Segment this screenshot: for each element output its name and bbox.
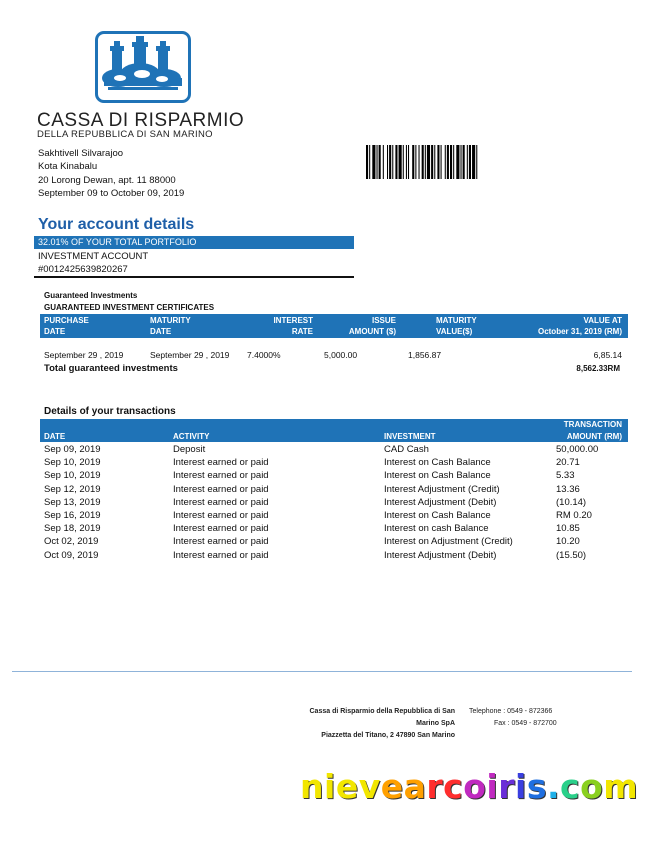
transaction-row	[44, 444, 624, 457]
tx-amount: RM 0.20	[556, 510, 592, 521]
col-purchase-2: DATE	[44, 327, 66, 336]
watermark	[300, 767, 638, 806]
tx-investment: Interest on Cash Balance	[384, 510, 491, 521]
col-value-1: VALUE AT	[583, 316, 622, 325]
watermark-letter: m	[603, 767, 639, 806]
tx-investment: Interest on Cash Balance	[384, 470, 491, 482]
barcode-bar	[403, 145, 404, 179]
watermark-letter: r	[498, 767, 515, 806]
account-number: #0012425639820267	[38, 264, 128, 275]
footer-contact	[469, 706, 557, 730]
tx-investment: Interest on cash Balance	[384, 523, 489, 535]
tx-investment: Interest Adjustment (Debit)	[384, 549, 497, 561]
footer-fax	[469, 718, 557, 730]
tx-investment: Interest Adjustment (Credit)	[384, 483, 500, 495]
transactions-table-header	[40, 419, 628, 442]
investments-total-label: Total guaranteed investments	[44, 363, 178, 374]
barcode-bar	[431, 145, 433, 179]
transaction-row	[44, 523, 624, 536]
col-matval-1: MATURITY	[436, 316, 477, 325]
investments-table-header	[40, 314, 628, 338]
tx-date: Oct 09, 2019	[44, 549, 99, 561]
watermark-letter: n	[300, 767, 324, 806]
watermark-letter: r	[426, 767, 444, 806]
tx-date: Sep 09, 2019	[44, 444, 101, 455]
tx-investment: Interest on Cash Balance	[384, 457, 491, 469]
statement-period: September 09 to October 09, 2019	[38, 187, 185, 199]
tx-activity: Interest earned or paid	[173, 496, 269, 508]
barcode-bar	[450, 145, 452, 179]
barcode-bar	[434, 145, 435, 179]
barcode-bar	[399, 145, 402, 179]
account-divider	[34, 276, 354, 278]
barcode-bar	[372, 145, 375, 179]
col-amount-1: TRANSACTION	[563, 420, 622, 429]
tx-activity: Interest earned or paid	[173, 549, 269, 561]
transaction-row	[44, 484, 624, 497]
col-investment: INVESTMENT	[384, 432, 436, 441]
barcode-bar	[437, 145, 439, 179]
col-maturity-2: DATE	[150, 327, 172, 336]
barcode-bar	[422, 145, 424, 179]
footer-address	[310, 706, 456, 742]
transaction-row	[44, 550, 624, 563]
barcode-bar	[383, 145, 384, 179]
tx-investment: CAD Cash	[384, 444, 429, 455]
tx-amount: 13.36	[556, 483, 580, 495]
barcode-bar	[472, 145, 475, 179]
bank-name: CASSA DI RISPARMIO	[37, 110, 245, 131]
portfolio-banner: 32.01% OF YOUR TOTAL PORTFOLIO	[34, 236, 354, 249]
col-matval-2: VALUE($)	[436, 327, 473, 336]
investment-row	[40, 350, 628, 362]
barcode-bar	[456, 145, 459, 179]
barcode-bar	[408, 145, 409, 179]
tx-amount: 10.20	[556, 536, 580, 548]
transaction-row	[44, 457, 624, 470]
tx-activity: Deposit	[173, 444, 206, 455]
footer-line1: Cassa di Risparmio della Repubblica di San	[309, 708, 455, 715]
bank-logo	[95, 31, 191, 103]
inv-value: 6,85.14	[593, 350, 622, 360]
tx-activity: Interest earned or paid	[173, 523, 269, 535]
tx-date: Sep 10, 2019	[44, 457, 101, 469]
tx-date: Sep 16, 2019	[44, 510, 101, 521]
col-interest-2: RATE	[291, 327, 313, 336]
col-maturity-1: MATURITY	[150, 316, 191, 325]
barcode-bar	[377, 145, 378, 179]
tx-activity: Interest earned or paid	[173, 536, 269, 548]
tx-date: Sep 13, 2019	[44, 496, 101, 508]
tx-date: Oct 02, 2019	[44, 536, 99, 548]
tx-amount: 10.85	[556, 523, 580, 535]
col-issue-2: AMOUNT ($)	[348, 327, 396, 336]
watermark-letter: i	[324, 767, 336, 806]
customer-city: Kota Kinabalu	[38, 161, 98, 173]
watermark-letter: s	[526, 767, 547, 806]
barcode-bar	[419, 145, 420, 179]
customer-street: 20 Lorong Dewan, apt. 11 88000	[38, 174, 176, 186]
transaction-row	[44, 510, 624, 523]
footer-line3: Piazzetta del Titano, 2 47890 San Marino	[321, 732, 455, 739]
barcode-bar	[395, 145, 397, 179]
inv-maturity-value: 1,856.87	[408, 350, 442, 360]
customer-name: Sakhtivell Silvarajoo	[38, 148, 124, 159]
barcode-bar	[389, 145, 391, 179]
barcode-bar	[467, 145, 468, 179]
barcode-bar	[415, 145, 416, 179]
transaction-row	[44, 497, 624, 510]
watermark-letter: c	[560, 767, 581, 806]
watermark-letter: i	[486, 767, 499, 806]
tx-activity: Interest earned or paid	[173, 483, 269, 495]
barcode-bar	[469, 145, 471, 179]
inv-issue-amount: 5,000.00	[324, 350, 358, 360]
barcode-bar	[406, 145, 407, 179]
footer-telephone	[469, 706, 557, 718]
investments-subtitle: GUARANTEED INVESTMENT CERTIFICATES	[44, 303, 215, 312]
tx-investment: Interest Adjustment (Debit)	[384, 496, 497, 508]
barcode	[366, 145, 541, 179]
barcode-bar	[461, 145, 462, 179]
barcode-bar	[427, 145, 430, 179]
telephone-label: Telephone :	[469, 708, 506, 715]
barcode-bar	[453, 145, 454, 179]
tx-activity: Interest earned or paid	[173, 470, 269, 482]
inv-maturity-date: September 29 , 2019	[150, 350, 230, 360]
barcode-bar	[463, 145, 465, 179]
col-activity: ACTIVITY	[173, 432, 210, 441]
barcode-bar	[392, 145, 393, 179]
account-type: INVESTMENT ACCOUNT	[38, 251, 149, 262]
watermark-letter: e	[335, 767, 359, 806]
watermark-letter: o	[580, 767, 604, 806]
inv-purchase-date: September 29 , 2019	[44, 350, 124, 360]
watermark-letter: .	[546, 767, 561, 806]
barcode-bar	[412, 145, 414, 179]
barcode-bar	[379, 145, 381, 179]
fax-label: Fax :	[494, 720, 510, 727]
bank-subtitle: DELLA REPUBBLICA DI SAN MARINO	[37, 129, 213, 140]
watermark-letter: i	[515, 767, 527, 806]
tx-date: Sep 18, 2019	[44, 523, 101, 535]
tx-investment: Interest on Adjustment (Credit)	[384, 536, 513, 548]
barcode-bar	[387, 145, 388, 179]
transactions-section-title: Details of your transactions	[44, 406, 176, 417]
watermark-letter: o	[463, 767, 487, 806]
customer-address	[38, 147, 184, 200]
watermark-letter: e	[380, 767, 404, 806]
barcode-bar	[447, 145, 449, 179]
tx-amount: (10.14)	[556, 496, 587, 508]
account-details-title: Your account details	[38, 216, 195, 233]
col-purchase-1: PURCHASE	[44, 316, 89, 325]
footer-line2: Marino SpA	[416, 720, 455, 727]
tx-amount: 5.33	[556, 470, 575, 482]
barcode-bar	[366, 145, 368, 179]
bank-logo-icon	[98, 34, 188, 100]
barcode-bar	[445, 145, 446, 179]
barcode-bar	[441, 145, 442, 179]
watermark-letter: v	[358, 767, 381, 806]
col-issue-1: ISSUE	[371, 316, 396, 325]
telephone-value: 0549 - 872366	[507, 708, 553, 715]
col-date: DATE	[44, 432, 66, 441]
transaction-row	[44, 470, 624, 483]
investments-total-value: 8,562.33RM	[576, 364, 620, 373]
transaction-row	[44, 536, 624, 549]
tx-activity: Interest earned or paid	[173, 510, 269, 521]
inv-rate: 7.4000%	[247, 350, 281, 360]
tx-date: Sep 12, 2019	[44, 483, 101, 495]
tx-date: Sep 10, 2019	[44, 470, 101, 482]
col-amount-2: AMOUNT (RM)	[566, 432, 622, 441]
col-value-2: October 31, 2019 (RM)	[537, 327, 622, 336]
tx-amount: (15.50)	[556, 549, 587, 561]
fax-value: 0549 - 872700	[511, 720, 557, 727]
tx-amount: 50,000.00	[556, 444, 599, 455]
watermark-letter: a	[403, 767, 427, 806]
barcode-bar	[476, 145, 477, 179]
barcode-bar	[425, 145, 426, 179]
investments-section-title: Guaranteed Investments	[44, 291, 138, 300]
col-interest-1: INTEREST	[273, 316, 313, 325]
footer-divider	[12, 671, 632, 672]
tx-amount: 20.71	[556, 457, 580, 469]
tx-activity: Interest earned or paid	[173, 457, 269, 469]
watermark-letter: c	[443, 767, 464, 806]
barcode-bar	[369, 145, 370, 179]
